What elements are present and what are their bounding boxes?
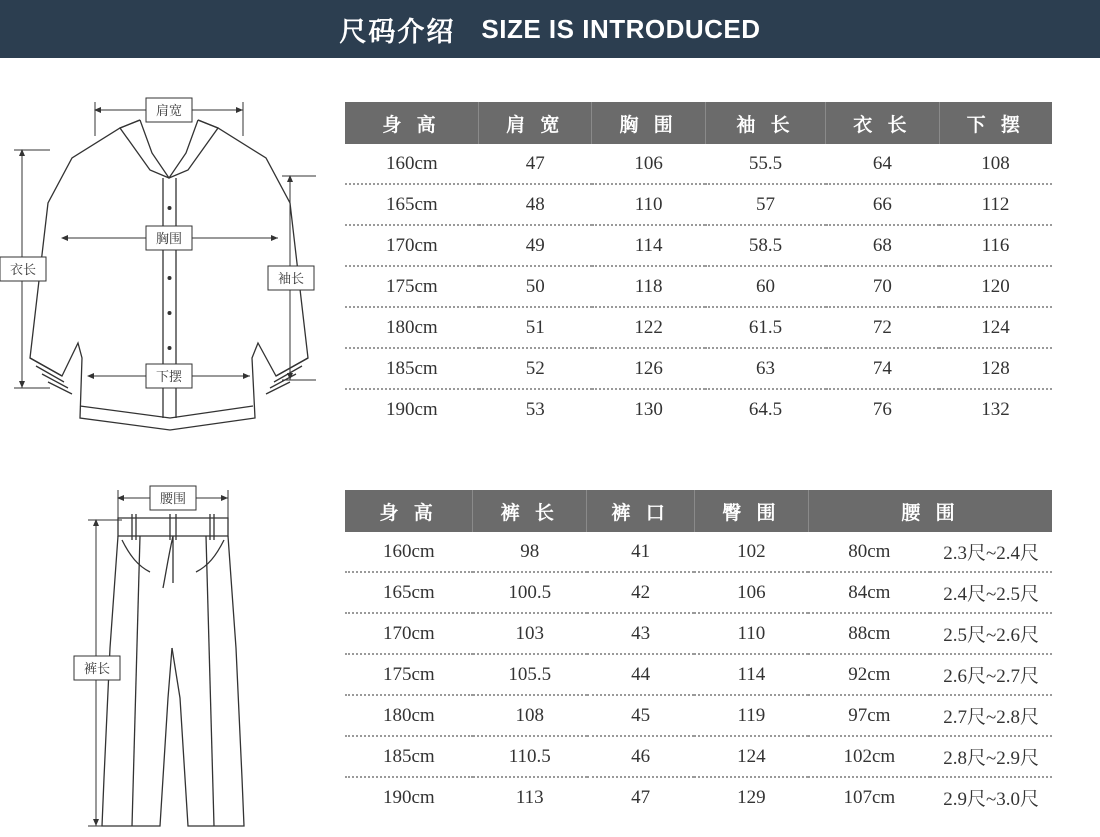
cell-waist-chi: 2.7尺~2.8尺	[930, 695, 1052, 736]
cell-shoulder: 52	[479, 348, 592, 389]
cell-shoulder: 49	[479, 225, 592, 266]
cell-pant-length: 113	[515, 786, 544, 808]
cell-hem: 124	[939, 307, 1052, 348]
cell-sleeve: 61.5	[705, 307, 825, 348]
cell-length: 70	[826, 266, 939, 307]
cell-pant-length: 110.5	[473, 736, 587, 777]
cell-length: 66	[826, 184, 939, 225]
cell-chest: 126	[592, 348, 705, 389]
cell-chest: 118	[592, 266, 705, 307]
cell-pant-opening: 41	[587, 532, 694, 572]
cell-hip: 129	[737, 786, 766, 808]
cell-length: 68	[826, 225, 939, 266]
cell-shoulder: 51	[479, 307, 592, 348]
cell-pant-length: 103	[473, 613, 587, 654]
cell-sleeve: 57	[705, 184, 825, 225]
cell-waist-cm: 92cm	[808, 654, 930, 695]
cell-hip: 106	[694, 572, 808, 613]
cell-pant-opening: 47	[631, 786, 651, 808]
cell-waist-cm: 102cm	[808, 736, 930, 777]
label-waist: 腰围	[159, 491, 187, 506]
cell-pant-opening: 45	[587, 695, 694, 736]
page-title-cn: 尺码介绍	[339, 16, 456, 47]
table-row	[345, 777, 1052, 817]
cell-hip: 124	[694, 736, 808, 777]
table-row	[345, 184, 1052, 225]
table-row	[345, 654, 1052, 695]
cell-hip: 110	[694, 613, 808, 654]
cell-pant-opening: 46	[587, 736, 694, 777]
cell-height: 180cm	[345, 307, 479, 348]
col-header-waist: 腰 围	[808, 490, 1052, 532]
cell-shoulder: 48	[479, 184, 592, 225]
table-row	[345, 389, 1052, 429]
cell-waist-cm: 97cm	[808, 695, 930, 736]
cell-chest: 114	[592, 225, 705, 266]
cell-waist-cm: 88cm	[808, 613, 930, 654]
pants-table-pane	[345, 448, 1100, 817]
pants-section	[0, 448, 1100, 837]
jacket-table-pane	[345, 58, 1100, 429]
jacket-figure	[0, 58, 345, 448]
cell-pant-length: 100.5	[473, 572, 587, 613]
cell-waist-chi: 2.4尺~2.5尺	[930, 572, 1052, 613]
label-body-length: 衣长	[9, 262, 37, 277]
cell-hip: 102	[694, 532, 808, 572]
cell-hip: 114	[694, 654, 808, 695]
col-header-hem: 下 摆	[939, 102, 1052, 144]
cell-length: 74	[826, 348, 939, 389]
jacket-size-table	[345, 102, 1052, 429]
table-row	[345, 348, 1052, 389]
cell-pant-opening: 43	[587, 613, 694, 654]
cell-waist-cm: 84cm	[808, 572, 930, 613]
cell-hem: 112	[939, 184, 1052, 225]
table-header-row	[345, 490, 1052, 532]
cell-height: 165cm	[345, 572, 473, 613]
col-header-shoulder: 肩 宽	[479, 102, 592, 144]
cell-chest: 106	[592, 144, 705, 184]
cell-chest: 130	[634, 398, 663, 420]
cell-height: 190cm	[385, 398, 438, 420]
cell-chest: 122	[592, 307, 705, 348]
cell-shoulder: 47	[479, 144, 592, 184]
label-shoulder: 肩宽	[155, 103, 183, 118]
cell-height: 170cm	[345, 613, 473, 654]
pants-diagram	[0, 448, 345, 837]
cell-hem: 116	[939, 225, 1052, 266]
cell-length: 76	[872, 398, 892, 420]
cell-waist-chi: 2.6尺~2.7尺	[930, 654, 1052, 695]
cell-height: 170cm	[345, 225, 479, 266]
cell-waist-cm: 80cm	[808, 532, 930, 572]
cell-waist-chi: 2.9尺~3.0尺	[943, 789, 1039, 810]
col-header-height: 身 高	[345, 490, 473, 532]
cell-height: 160cm	[345, 532, 473, 572]
cell-hem: 108	[939, 144, 1052, 184]
cell-height: 175cm	[345, 654, 473, 695]
cell-shoulder: 50	[479, 266, 592, 307]
cell-sleeve: 60	[705, 266, 825, 307]
cell-pant-length: 108	[473, 695, 587, 736]
col-header-length: 衣 长	[826, 102, 939, 144]
cell-pant-length: 98	[473, 532, 587, 572]
page-header	[0, 0, 1100, 58]
table-header-row	[345, 102, 1052, 144]
label-pant-length: 裤长	[83, 661, 111, 676]
jacket-diagram	[0, 58, 345, 448]
cell-waist-chi: 2.5尺~2.6尺	[930, 613, 1052, 654]
cell-height: 185cm	[345, 736, 473, 777]
cell-hip: 119	[694, 695, 808, 736]
table-row	[345, 144, 1052, 184]
cell-height: 180cm	[345, 695, 473, 736]
table-row	[345, 307, 1052, 348]
cell-pant-opening: 42	[587, 572, 694, 613]
cell-sleeve: 63	[705, 348, 825, 389]
cell-pant-opening: 44	[587, 654, 694, 695]
cell-waist-chi: 2.3尺~2.4尺	[930, 532, 1052, 572]
table-row	[345, 266, 1052, 307]
cell-length: 64	[826, 144, 939, 184]
cell-hem: 120	[939, 266, 1052, 307]
cell-hem: 128	[939, 348, 1052, 389]
pants-size-table	[345, 490, 1052, 817]
col-header-hip: 臀 围	[694, 490, 808, 532]
col-header-pant-opening: 裤 口	[587, 490, 694, 532]
cell-sleeve: 55.5	[705, 144, 825, 184]
cell-height: 175cm	[345, 266, 479, 307]
cell-height: 160cm	[345, 144, 479, 184]
cell-shoulder: 53	[525, 398, 545, 420]
cell-height: 165cm	[345, 184, 479, 225]
cell-sleeve: 58.5	[705, 225, 825, 266]
cell-hem: 132	[981, 398, 1010, 420]
label-sleeve-length: 袖长	[277, 271, 305, 286]
page-title-en: SIZE IS INTRODUCED	[481, 13, 761, 44]
pants-figure	[0, 448, 345, 837]
table-row	[345, 572, 1052, 613]
cell-waist-chi: 2.8尺~2.9尺	[930, 736, 1052, 777]
cell-waist-cm: 107cm	[843, 786, 896, 808]
cell-length: 72	[826, 307, 939, 348]
table-row	[345, 736, 1052, 777]
table-row	[345, 695, 1052, 736]
col-header-pant-length: 裤 长	[473, 490, 587, 532]
cell-sleeve: 64.5	[748, 398, 783, 420]
col-header-chest: 胸 围	[592, 102, 705, 144]
col-header-height: 身 高	[345, 102, 479, 144]
cell-pant-length: 105.5	[473, 654, 587, 695]
cell-height: 190cm	[382, 786, 435, 808]
cell-chest: 110	[592, 184, 705, 225]
table-row	[345, 225, 1052, 266]
cell-height: 185cm	[345, 348, 479, 389]
table-row	[345, 613, 1052, 654]
jacket-section	[0, 58, 1100, 448]
col-header-sleeve: 袖 长	[705, 102, 825, 144]
table-row	[345, 532, 1052, 572]
label-chest: 胸围	[155, 231, 183, 246]
label-hem: 下摆	[155, 369, 183, 384]
